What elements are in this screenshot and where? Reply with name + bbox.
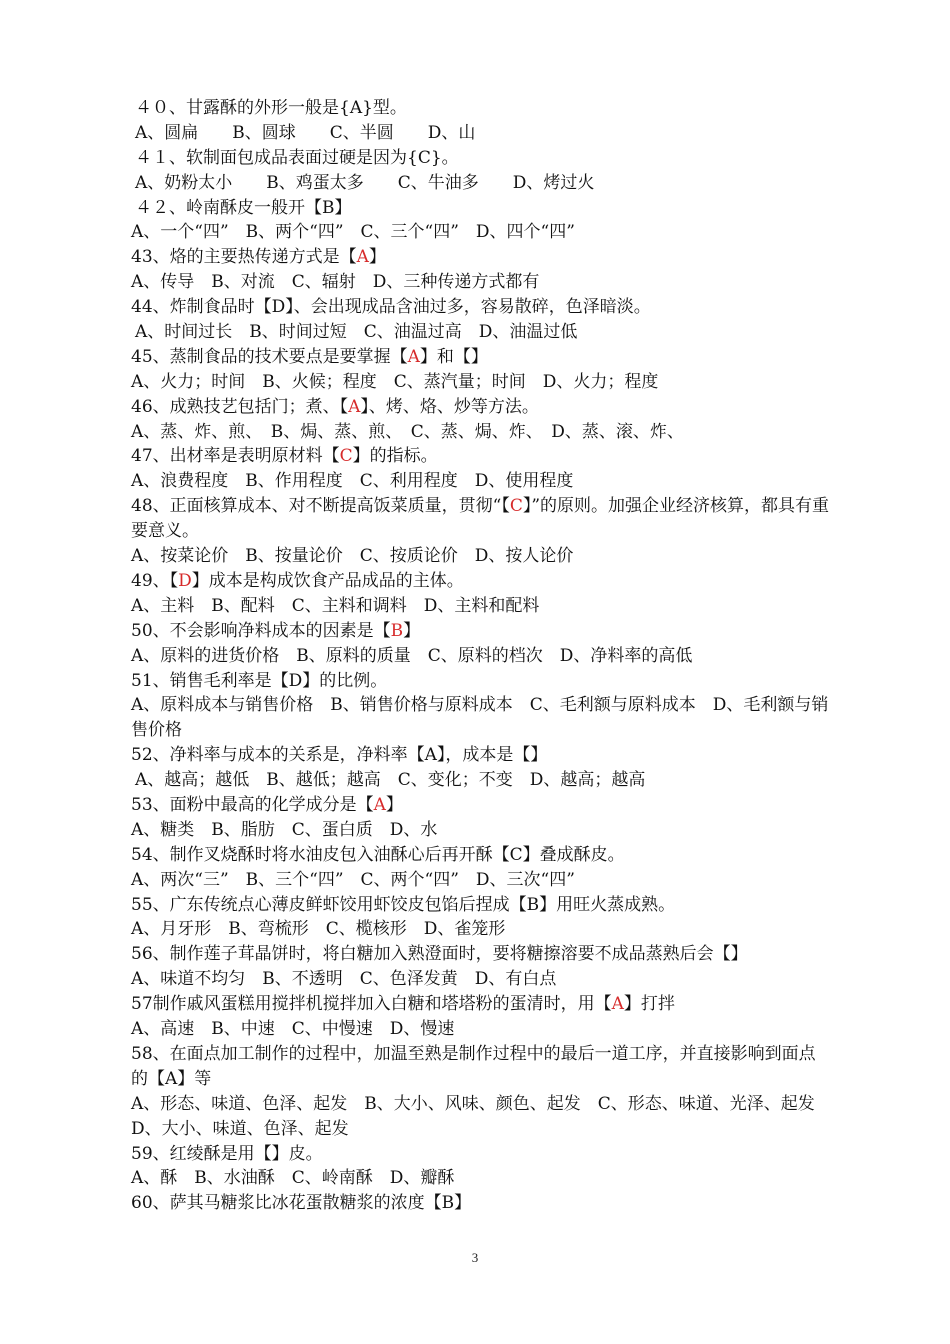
text-line [131, 196, 831, 221]
text-line [131, 569, 831, 594]
text-line [131, 1092, 831, 1142]
text-line [131, 469, 831, 494]
line-text: A、高速 B、中速 C、中慢速 D、慢速 [131, 1019, 455, 1040]
text-line [131, 843, 831, 868]
answer-mark: D [178, 570, 192, 591]
line-text: 56、制作莲子茸晶饼时，将白糖加入熟澄面时，要将糖擦溶要不成品蒸熟后会【】 [131, 944, 748, 965]
text-line [131, 320, 831, 345]
line-text: A、传导 B、对流 C、辐射 D、三种传递方式都有 [131, 272, 540, 293]
text-line [131, 917, 831, 942]
text-line [131, 967, 831, 992]
line-text: 51、销售毛利率是【D】的比例。 [131, 670, 388, 691]
answer-mark: A [348, 396, 361, 417]
text-line [131, 544, 831, 569]
text-line [131, 619, 831, 644]
question-list [131, 96, 831, 1216]
line-text: 44、炸制食品时【D】、会出现成品含油过多，容易散碎，色泽暗淡。 [131, 297, 651, 318]
text-line [131, 644, 831, 669]
text-line [131, 171, 831, 196]
line-text: 58、在面点加工制作的过程中，加温至熟是制作过程中的最后一道工序，并直接影响到面点的【A】等 [131, 1043, 816, 1089]
line-text: 46、成熟技艺包括门；煮、【 [131, 396, 349, 417]
line-text: 55、广东传统点心薄皮鲜虾饺用虾饺皮包馅后捏成【B】用旺火蒸成熟。 [131, 894, 676, 915]
text-line [131, 992, 831, 1017]
text-line [131, 370, 831, 395]
answer-mark: B [390, 620, 404, 641]
text-line [131, 942, 831, 967]
line-text: A、味道不均匀 B、不透明 C、色泽发黄 D、有白点 [131, 969, 557, 990]
line-text: ４０、甘露酥的外形一般是{A}型。 [135, 98, 407, 118]
text-line [131, 420, 831, 445]
text-line [131, 818, 831, 843]
text-line [131, 868, 831, 893]
line-text: 】的指标。 [352, 446, 438, 467]
text-line [131, 693, 831, 743]
line-text: 53、面粉中最高的化学成分是【 [131, 795, 374, 815]
text-line [131, 494, 831, 544]
line-text: A、奶粉太小 B、鸡蛋太多 C、牛油多 D、烤过火 [135, 172, 595, 193]
line-text: A、形态、味道、色泽、起发 B、大小、风味、颜色、起发 C、形态、味道、光泽、起发 D、大小、味道、色泽、起发 [131, 1093, 832, 1139]
line-text: 】、烤、烙、炒等方法。 [360, 396, 539, 417]
answer-mark: A [373, 795, 386, 815]
text-line [131, 1191, 831, 1216]
line-text: ４２、岭南酥皮一般开【B】 [135, 197, 352, 218]
line-text: 47、出材率是表明原材料【 [131, 446, 340, 467]
line-text: A、一个“四” B、两个“四” C、三个“四” D、四个“四” [131, 222, 575, 243]
text-line [131, 793, 831, 818]
line-text: A、火力；时间 B、火候；程度 C、蒸汽量；时间 D、火力；程度 [131, 371, 659, 392]
text-line [131, 345, 831, 370]
text-line [131, 743, 831, 768]
text-line [131, 1017, 831, 1042]
line-text: 】 [403, 620, 421, 641]
text-line [131, 1166, 831, 1191]
text-line [131, 444, 831, 469]
answer-mark: A [611, 994, 624, 1015]
text-line [131, 220, 831, 245]
line-text: 】和【】 [419, 346, 488, 367]
line-text: A、两次“三” B、三个“四” C、两个“四” D、三次“四” [131, 869, 575, 890]
line-text: 】 [368, 247, 386, 268]
line-text: 48、正面核算成本、对不断提高饭菜质量，贯彻“【 [131, 496, 510, 517]
line-text: A、月牙形 B、弯梳形 C、榄核形 D、雀笼形 [131, 919, 506, 940]
text-line [131, 96, 831, 121]
text-line [131, 1042, 831, 1092]
line-text: A、酥 B、水油酥 C、岭南酥 D、瓣酥 [131, 1168, 455, 1189]
text-line [131, 768, 831, 793]
line-text: 54、制作叉烧酥时将水油皮包入油酥心后再开酥【C】叠成酥皮。 [131, 844, 625, 865]
line-text: A、糖类 B、脂肪 C、蛋白质 D、水 [131, 819, 438, 840]
line-text: 49、【 [131, 570, 179, 591]
line-text: 】”的原则。加强企业经济核算，都具有重要意义。 [131, 496, 830, 542]
line-text: 57制作戚风蛋糕用搅拌机搅拌加入白糖和塔塔粉的蛋清时，用【 [131, 994, 612, 1015]
line-text: A、圆扁 B、圆球 C、半圆 D、山 [135, 122, 476, 143]
text-line [131, 594, 831, 619]
answer-mark: C [339, 446, 353, 467]
line-text: 45、蒸制食品的技术要点是要掌握【 [131, 346, 408, 367]
text-line [131, 270, 831, 295]
page-number: 3 [471, 1250, 479, 1265]
text-line [131, 1142, 831, 1167]
line-text: A、主料 B、配料 C、主料和调料 D、主料和配料 [131, 595, 540, 616]
line-text: A、按菜论价 B、按量论价 C、按质论价 D、按人论价 [131, 546, 574, 567]
text-line [131, 146, 831, 171]
text-line [131, 121, 831, 146]
line-text: A、原料成本与销售价格 B、销售价格与原料成本 C、毛利额与原料成本 D、毛利额与销售价格 [131, 695, 829, 741]
line-text: 50、不会影响净料成本的因素是【 [131, 620, 391, 641]
line-text: 43、烙的主要热传递方式是【 [131, 247, 357, 268]
line-text: A、浪费程度 B、作用程度 C、利用程度 D、使用程度 [131, 471, 574, 492]
line-text: A、越高；越低 B、越低；越高 C、变化；不变 D、越高；越高 [135, 770, 646, 791]
line-text: A、蒸、炸、煎、 B、焗、蒸、煎、 C、蒸、焗、炸、 D、蒸、滚、炸、 [131, 421, 684, 442]
line-text: 59、红绫酥是用【】皮。 [131, 1143, 323, 1164]
line-text: A、原料的进货价格 B、原料的质量 C、原料的档次 D、净料率的高低 [131, 645, 693, 666]
line-text: A、时间过长 B、时间过短 C、油温过高 D、油温过低 [135, 322, 578, 343]
text-line [131, 245, 831, 270]
text-line [131, 893, 831, 918]
answer-mark: A [407, 346, 420, 367]
line-text: 】成本是构成饮食产品成品的主体。 [191, 570, 464, 591]
line-text: 60、萨其马糖浆比冰花蛋散糖浆的浓度【B】 [131, 1193, 472, 1214]
answer-mark: C [509, 496, 523, 517]
text-line [131, 395, 831, 420]
line-text: 】打拌 [623, 994, 675, 1015]
text-line [131, 295, 831, 320]
line-text: 52、净料率与成本的关系是，净料率【A】，成本是【】 [131, 745, 548, 766]
text-line [131, 669, 831, 694]
answer-mark: A [356, 247, 369, 268]
line-text: 】 [385, 795, 403, 815]
line-text: ４１、软制面包成品表面过硬是因为{C}。 [135, 147, 459, 168]
